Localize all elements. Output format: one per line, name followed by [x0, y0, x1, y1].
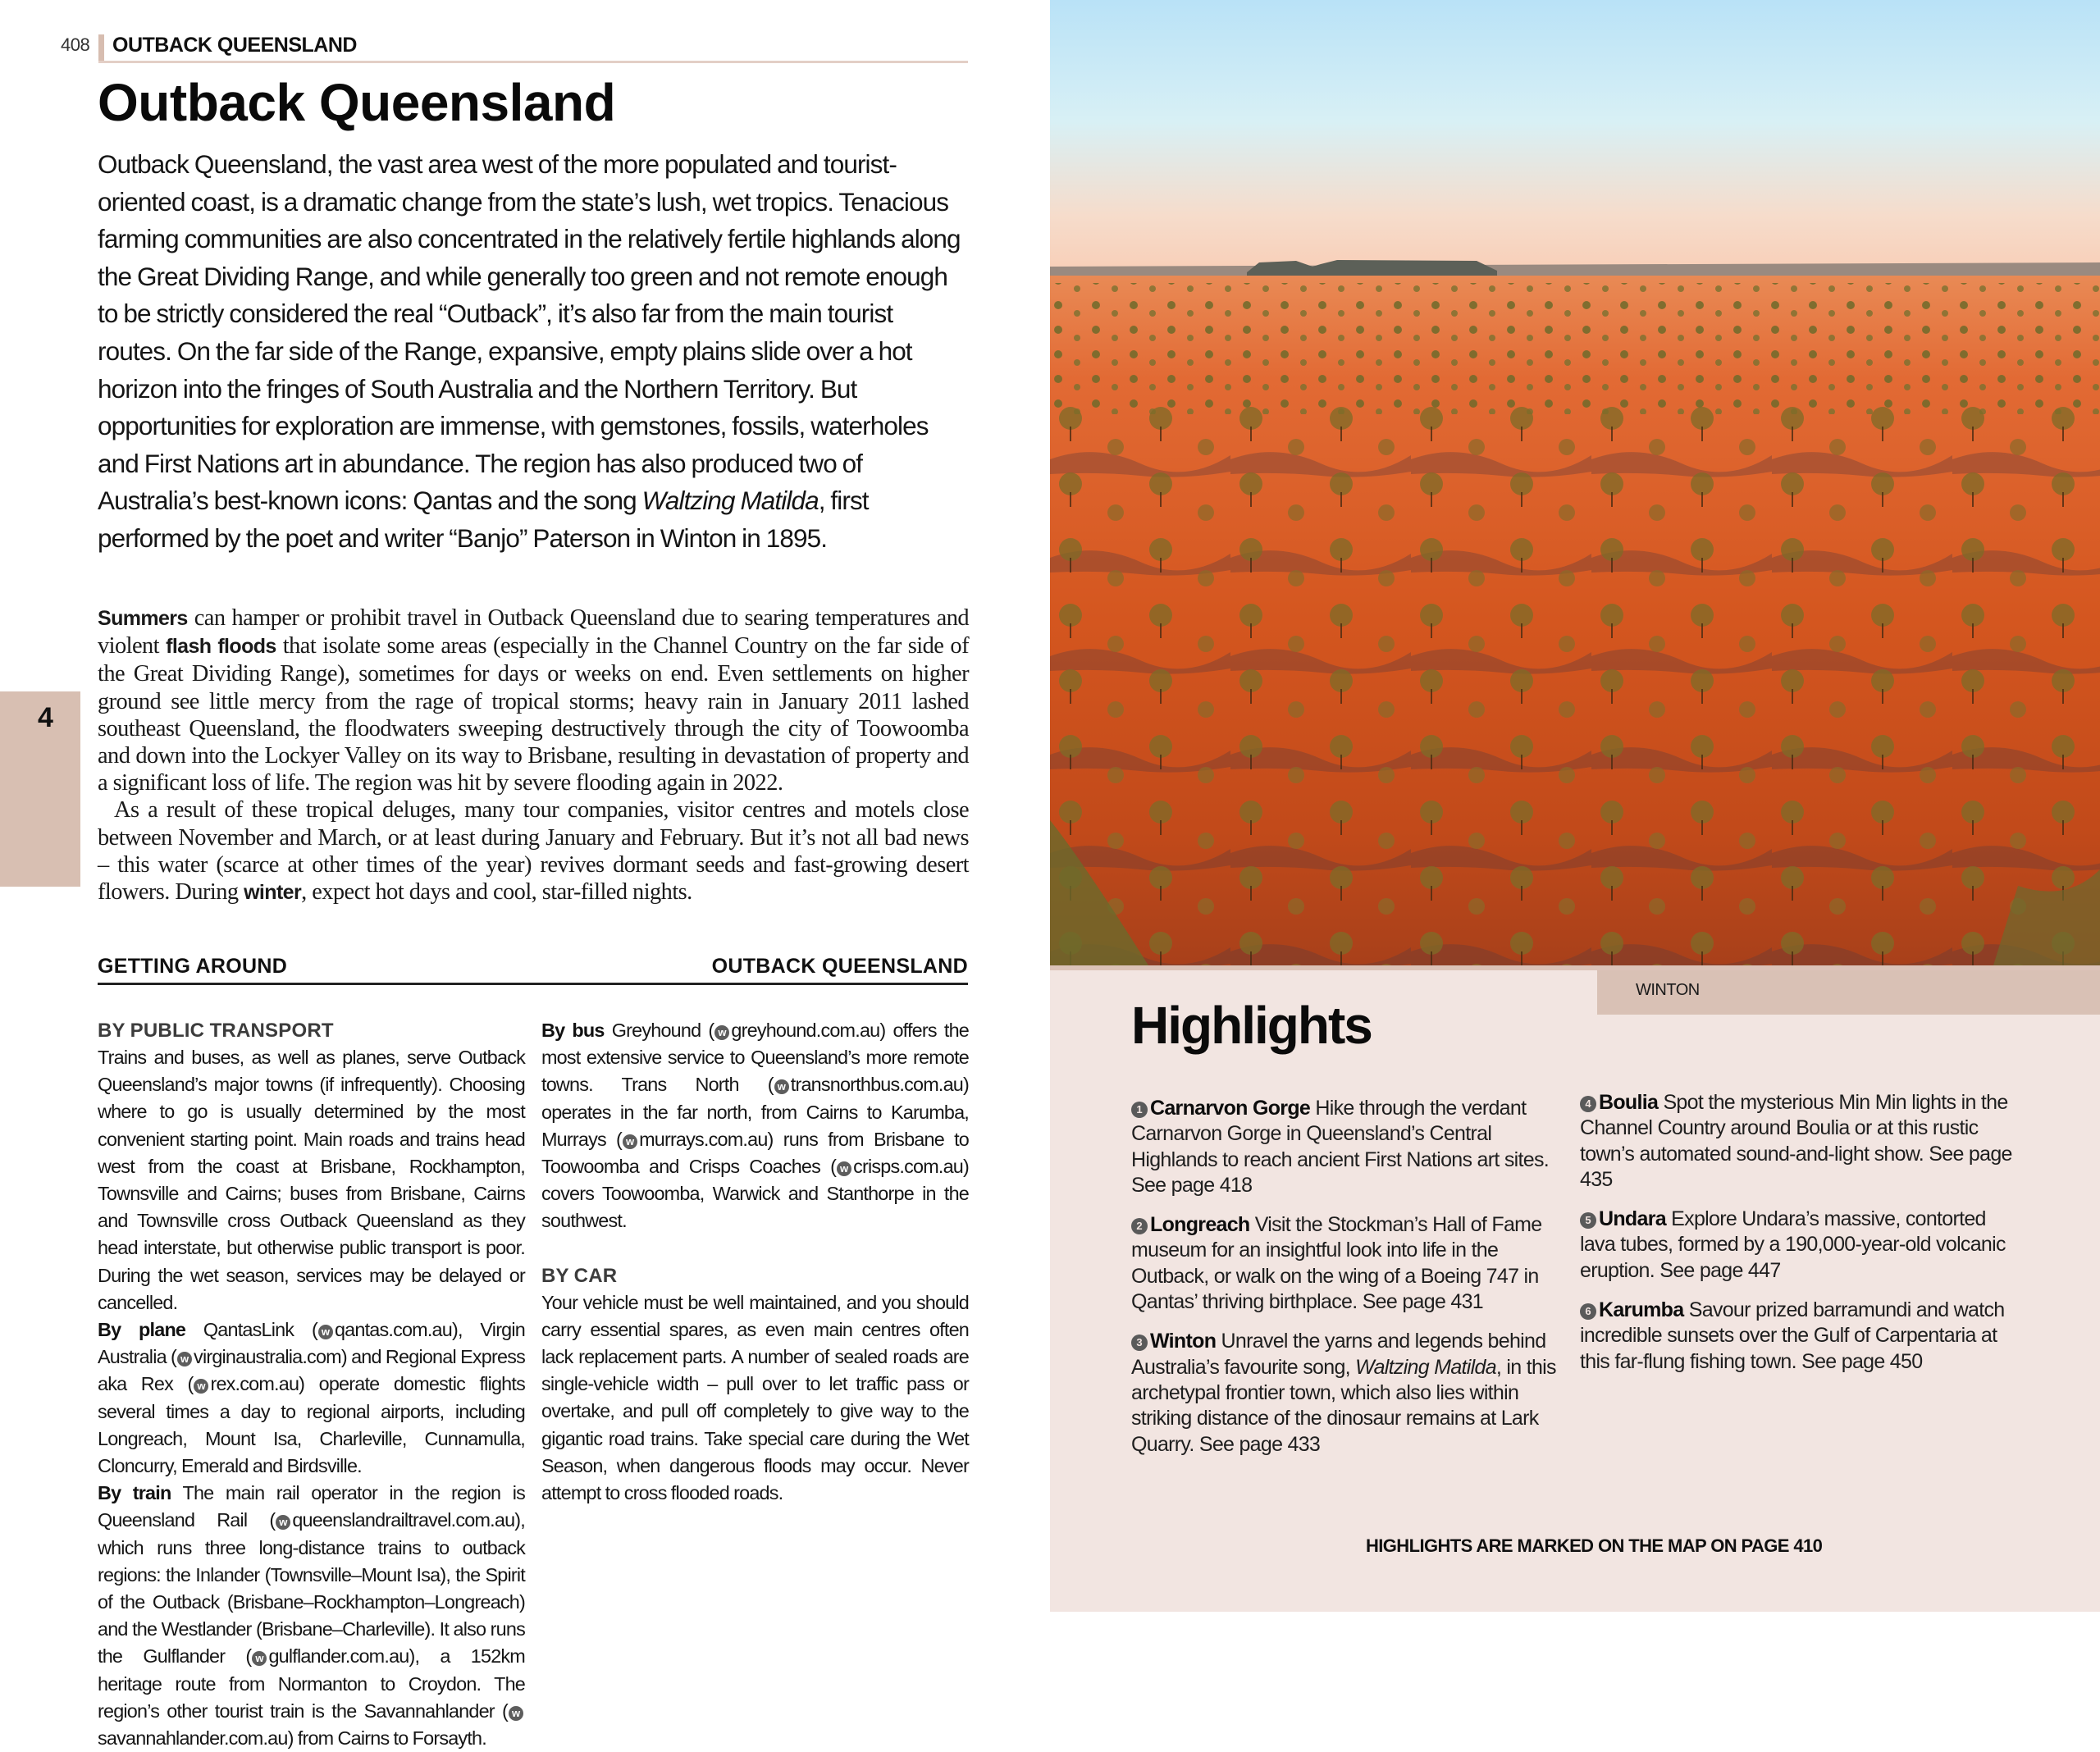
transport-column-left: [98, 1017, 525, 1752]
intro-paragraph: [98, 146, 969, 558]
highlight-item[interactable]: [1580, 1298, 2015, 1375]
climate-paragraph-2: [98, 796, 969, 906]
climate-text: [98, 605, 969, 906]
highlight-text: Explore Undara’s massive, contorted lava tubes, formed by a 190,000-year-old volcanic eruption. See page 447: [1580, 1207, 2006, 1282]
highlight-italic: Waltzing Matilda: [1355, 1355, 1496, 1379]
intro-text-1: Outback Queensland, the vast area west of the more populated and tourist-oriented coast, is a dramatic change from the state’s lush, wet tropics. Tenacious farming communities are also concentrated in the relatively fertile highlands along the Great Dividing Range, and while generally too green and not remote enough to be strictly considered the real “Outback”, it’s also far from the main tourist routes. On the far side of the Range, expansive, empty plains slide over a hot horizon into the fringes of South Australia and the Northern Territory. But opportunities for exploration are immense, with gemstones, fossils, waterholes and First Nations art in abundance. The region has also produced two of Australia’s best-known icons: Qantas and the song: [98, 149, 961, 516]
highlight-text: Visit the Stockman’s Hall of Fame museum for an insightful look into life in the Outback, or walk on the wing of a Boeing 747 in Qantas’ thriving birthplace. See page 431: [1131, 1213, 1542, 1314]
web-icon: w: [177, 1352, 192, 1366]
number-2-icon: 2: [1131, 1218, 1148, 1234]
by-plane-label: By plane: [98, 1319, 186, 1341]
highlight-item[interactable]: [1580, 1090, 2015, 1193]
by-bus-label: By bus: [541, 1020, 605, 1041]
highlight-text: Savour prized barramundi and watch incredible sunsets over the Gulf of Carpentaria at this far-flung fishing town. See page 450: [1580, 1298, 2005, 1373]
web-icon: w: [252, 1651, 267, 1666]
highlight-item[interactable]: [1131, 1212, 1566, 1315]
page-number: 408: [61, 34, 90, 55]
getting-around-heading: GETTING AROUND: [98, 955, 288, 978]
text: ), Virgin Australia (: [98, 1319, 525, 1368]
link-murrays[interactable]: murrays.com.au: [639, 1128, 768, 1150]
climate-text-1: can hamper or prohibit travel in Outback Queensland due to searing temperatures and violent: [98, 605, 969, 659]
link-queensland-rail[interactable]: queenslandrailtravel.com.au: [292, 1509, 515, 1531]
keyword-flash-floods: flash floods: [166, 635, 276, 659]
number-5-icon: 5: [1580, 1212, 1596, 1229]
by-train-label: By train: [98, 1482, 171, 1504]
chapter-number: 4: [38, 702, 53, 733]
page-title: Outback Queensland: [98, 73, 616, 132]
link-virgin[interactable]: virginaustralia.com: [194, 1346, 341, 1368]
highlight-item[interactable]: [1131, 1329, 1566, 1457]
text: ), which runs three long-distance trains to outback regions: the Inlander (Townsville–Mount Isa), the Spirit of the Outback (Brisbane–Rockhampton–Longreach) and the Westlander (Brisbane–Charleville). It also runs the Gulflander (: [98, 1509, 525, 1668]
web-icon: w: [509, 1706, 523, 1721]
left-page: [0, 0, 1050, 1750]
highlight-name: Carnarvon Gorge: [1150, 1097, 1311, 1120]
link-gulflander[interactable]: gulflander.com.au: [268, 1645, 409, 1668]
web-icon: w: [623, 1134, 637, 1149]
text: ) runs from Brisbane to Toowoomba and Crisps Coaches (: [541, 1128, 970, 1178]
by-plane-paragraph: [98, 1316, 525, 1480]
link-crisps[interactable]: crisps.com.au: [853, 1156, 963, 1178]
highlights-column-2: [1580, 1090, 2015, 1389]
header-accent-bar: [98, 34, 104, 62]
highlight-text: Hike through the verdant Carnarvon Gorge in Queensland’s Central Highlands to reach ancient First Nations art sites. See page 418: [1131, 1097, 1549, 1197]
keyword-summers: Summers: [98, 607, 188, 630]
highlight-item[interactable]: [1580, 1207, 2015, 1284]
highlight-name: Longreach: [1150, 1213, 1250, 1237]
number-4-icon: 4: [1580, 1096, 1596, 1112]
climate-text-2: that isolate some areas (especially in the Channel Country on the far side of the Great Dividing Range), sometimes for days or weeks on end. Even settlements on higher ground see little mercy from the rage of tropical storms; heavy rain in January 2011 lashed southeast Queensland, the floodwaters sweeping destructively through the city of Toowoomba and down into the Lockyer Valley on its way to Brisbane, resulting in devastation of property and a significant loss of life. The region was hit by severe flooding again in 2022.: [98, 633, 969, 796]
number-6-icon: 6: [1580, 1303, 1596, 1320]
by-car-paragraph: Your vehicle must be well maintained, and you should carry essential spares, as even main centres often lack replacement parts. A number of sealed roads are single-vehicle width – pull over to let traffic pass or overtake, and pull off completely to give way to the gigantic road trains. Take special care during the Wet Season, when dangerous floods may occur. Never attempt to cross flooded roads.: [541, 1291, 969, 1504]
getting-around-rule: [98, 983, 968, 985]
text: ) and Regional Express aka Rex (: [98, 1346, 525, 1395]
outback-landscape-image: [1050, 0, 2100, 965]
by-train-paragraph: [98, 1480, 525, 1752]
highlight-text: Unravel the yarns and legends behind Australia’s favourite song,: [1131, 1330, 1546, 1379]
text: ) operates in the far north, from Cairns to Karumba, Murrays (: [541, 1074, 969, 1150]
by-bus-paragraph: [541, 1017, 969, 1235]
highlight-name: Karumba: [1599, 1298, 1684, 1322]
by-car-heading: BY CAR: [541, 1264, 618, 1287]
right-page: [1050, 0, 2100, 1612]
highlights-column-1: [1131, 1096, 1566, 1471]
climate-paragraph-1: [98, 605, 969, 796]
intro-text-2: , first performed by the poet and writer “Banjo” Paterson in Winton in 1895.: [98, 486, 869, 553]
highlight-text: Spot the mysterious Min Min lights in the Channel Country around Boulia or at this rustic town’s automated sound-and-light show. See page 435: [1580, 1091, 2012, 1191]
link-rex[interactable]: rex.com.au: [210, 1373, 299, 1395]
highlight-name: Undara: [1599, 1207, 1666, 1231]
climate-text-3: As a result of these tropical deluges, many tour companies, visitor centres and motels close between November and March, or at least during January and February. But it’s not all bad news – this water (scarce at other times of the year) revives dormant seeds and fast-growing desert flowers. During: [98, 797, 969, 906]
intro-italic-title: Waltzing Matilda: [641, 486, 819, 516]
highlight-name: Boulia: [1599, 1091, 1659, 1114]
web-icon: w: [276, 1515, 290, 1530]
text: QantasLink (: [185, 1319, 317, 1341]
web-icon: w: [714, 1025, 729, 1040]
link-transnorth[interactable]: transnorthbus.com.au: [790, 1074, 963, 1096]
web-icon: w: [318, 1325, 333, 1339]
getting-around-region: OUTBACK QUEENSLAND: [711, 955, 968, 978]
number-1-icon: 1: [1131, 1102, 1148, 1118]
landscape-photo: [1050, 0, 2100, 965]
web-icon: w: [194, 1379, 208, 1394]
public-transport-intro: Trains and buses, as well as planes, serve Outback Queensland’s major towns (if infrequently). Choosing where to go is usually determined by the most convenient starting point. Main roads and trains head west from the coast at Brisbane, Rockhampton, Townsville and Cairns; buses from Brisbane, Cairns and Townsville cross Outback Queensland as they head interstate, but otherwise public transport is poor. During the wet season, services may be delayed or cancelled.: [98, 1047, 525, 1313]
highlight-item[interactable]: [1131, 1096, 1566, 1198]
public-transport-heading: BY PUBLIC TRANSPORT: [98, 1020, 334, 1042]
climate-text-4: , expect hot days and cool, star-filled nights.: [301, 879, 692, 906]
link-savannahlander[interactable]: savannahlander.com.au: [98, 1727, 288, 1750]
highlight-name: Winton: [1150, 1330, 1217, 1353]
web-icon: w: [837, 1161, 851, 1176]
text: Greyhound (: [604, 1020, 714, 1041]
text: ) from Cairns to Forsayth.: [287, 1727, 486, 1750]
link-greyhound[interactable]: greyhound.com.au: [731, 1020, 880, 1041]
highlight-text: , in this archetypal frontier town, which also lies within striking distance of the dinosaur remains at Lark Quarry. See page 433: [1131, 1355, 1556, 1456]
text: The main rail operator in the region is Queensland Rail (: [98, 1482, 525, 1531]
transport-column-right: [541, 1017, 969, 1507]
text: ) operate domestic flights several times a day to regional airports, including Longreach, Mount Isa, Charleville, Cunnamulla, Cloncurry, Emerald and Birdsville.: [98, 1373, 525, 1477]
running-head: OUTBACK QUEENSLAND: [112, 34, 357, 57]
header-rule: [98, 61, 968, 63]
text: ) covers Toowoomba, Warwick and Stanthorpe in the southwest.: [541, 1156, 969, 1232]
text: ), a 152km heritage route from Normanton to Croydon. The region’s other tourist train is the Savannahlander (: [98, 1645, 525, 1722]
link-qantas[interactable]: qantas.com.au: [334, 1319, 452, 1341]
map-reference-note[interactable]: HIGHLIGHTS ARE MARKED ON THE MAP ON PAGE 410: [1366, 1535, 1823, 1556]
web-icon: w: [774, 1079, 789, 1094]
text: ) offers the most extensive service to Queensland’s more remote towns. Trans North (: [541, 1020, 970, 1096]
photo-caption: WINTON: [1636, 981, 1700, 999]
number-3-icon: 3: [1131, 1335, 1148, 1351]
keyword-winter: winter: [244, 881, 302, 905]
highlights-title: Highlights: [1131, 996, 1372, 1055]
